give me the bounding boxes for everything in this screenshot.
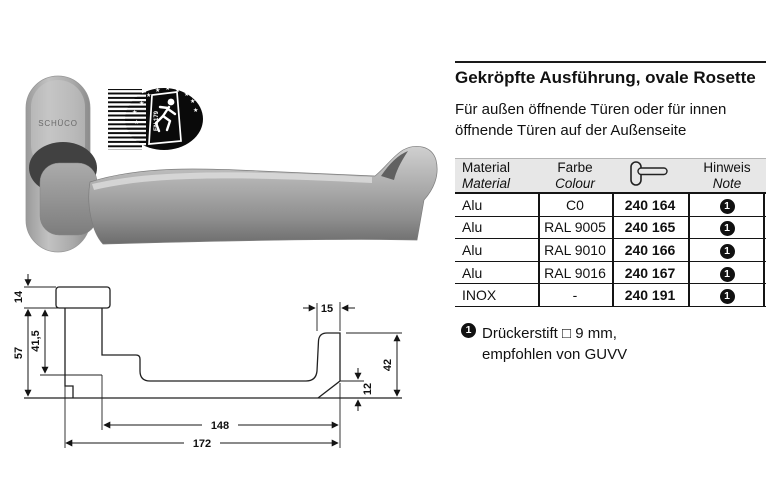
svg-text:★: ★ — [193, 107, 199, 114]
column-divider — [688, 194, 690, 307]
handle-icon — [629, 160, 671, 187]
table-row: INOX - 240 191 1 — [455, 284, 766, 307]
svg-text:★: ★ — [190, 98, 196, 105]
table-row: Alu RAL 9010 240 166 1 — [455, 239, 766, 262]
svg-text:★: ★ — [146, 92, 152, 99]
note-badge: 1 — [720, 244, 735, 259]
svg-text:★: ★ — [155, 87, 161, 94]
svg-text:★: ★ — [132, 109, 138, 116]
table-row: Alu C0 240 164 1 — [455, 194, 766, 217]
section-divider — [455, 61, 766, 63]
footnote-text: Drückerstift □ 9 mm, empfohlen von GUVV — [482, 325, 628, 363]
column-divider — [612, 194, 614, 307]
footnote-badge: 1 — [461, 323, 476, 338]
dimension-drawing — [0, 268, 430, 468]
dim-label-tip-width: 15 — [320, 303, 334, 315]
column-divider — [538, 194, 540, 307]
table-row: Alu RAL 9005 240 165 1 — [455, 217, 766, 240]
footnote — [461, 323, 627, 365]
header-colour: Farbe Colour — [555, 160, 595, 191]
table-body — [455, 194, 766, 307]
dim-label-shaft-height: 41,5 — [30, 330, 42, 352]
table-row: Alu RAL 9016 240 167 1 — [455, 262, 766, 285]
svg-text:★: ★ — [165, 85, 171, 92]
table-right-border — [763, 194, 765, 307]
svg-text:★: ★ — [139, 100, 145, 107]
spec-table — [455, 158, 766, 307]
header-note: Hinweis Note — [703, 160, 751, 191]
header-article — [612, 160, 688, 191]
dim-label-cap-height: 14 — [13, 290, 25, 304]
product-description: Für außen öffnende Türen oder für innen öffnende Türen auf der Außenseite — [455, 101, 727, 139]
en179-emergency-exit-logo — [108, 85, 203, 150]
note-badge: 1 — [720, 221, 735, 236]
header-material: Material Material — [462, 160, 511, 191]
brand-label: SCHÜCO — [38, 119, 78, 128]
table-header — [455, 158, 766, 194]
dim-label-hook-depth: 12 — [362, 382, 374, 396]
svg-text:★: ★ — [175, 87, 181, 94]
dim-label-total-length: 172 — [192, 438, 212, 450]
svg-text:★: ★ — [184, 91, 190, 98]
note-badge: 1 — [720, 267, 735, 282]
note-badge: 1 — [720, 289, 735, 304]
dim-label-tip-height: 42 — [382, 358, 394, 372]
page-title: Gekröpfte Ausführung, ovale Rosette — [455, 68, 756, 87]
handle-lever — [89, 146, 437, 244]
svg-text:★: ★ — [134, 119, 140, 126]
dim-label-lever-length: 148 — [210, 420, 230, 432]
note-badge: 1 — [720, 199, 735, 214]
product-photo-handle — [10, 50, 450, 278]
en179-label: EN 179 — [154, 110, 160, 132]
oval-rosette — [26, 76, 97, 252]
dim-label-total-height: 57 — [13, 346, 25, 360]
